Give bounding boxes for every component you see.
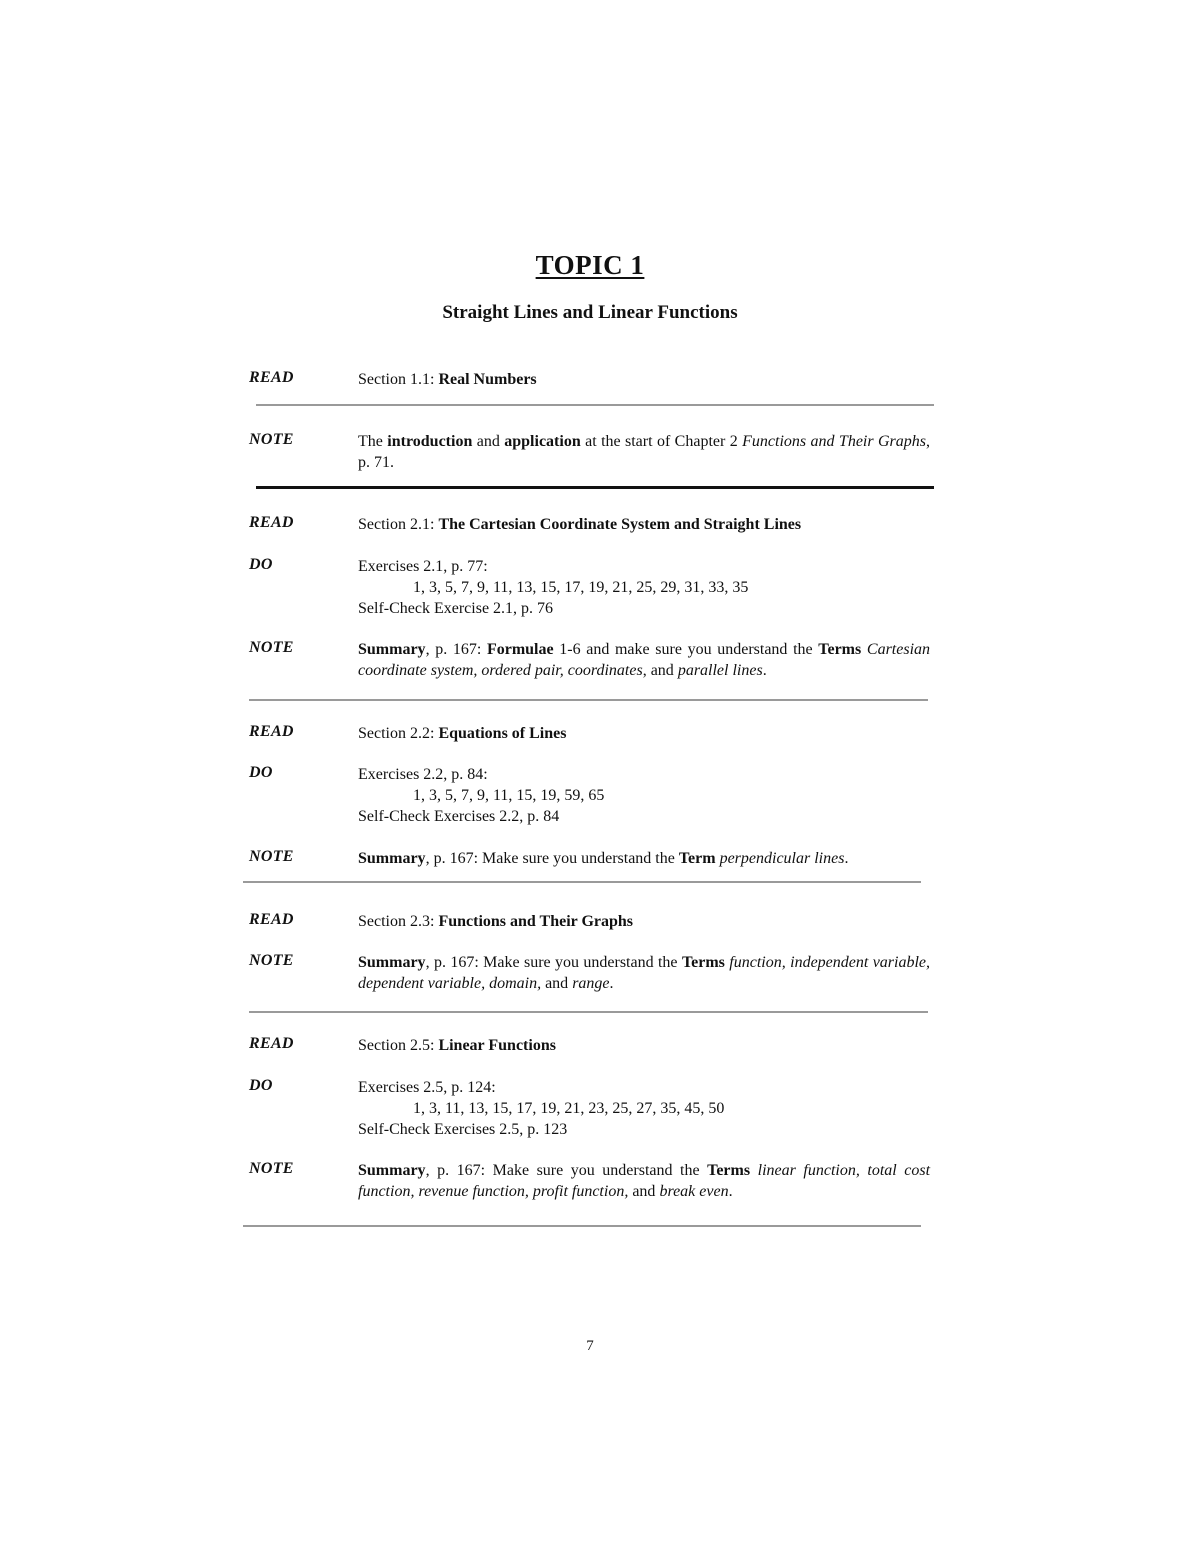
read-section-2-1: Section 2.1: The Cartesian Coordinate System and Straight Lines: [358, 516, 802, 533]
self-check: Self-Check Exercises 2.2, p. 84: [358, 808, 560, 825]
note-summary-2-2: Summary, p. 167: Make sure you understand the Term perpendicular lines.: [358, 850, 849, 867]
self-check: Self-Check Exercise 2.1, p. 76: [358, 600, 554, 617]
exercises-heading: Exercises 2.5, p. 124:: [358, 1079, 496, 1096]
read-section-2-2: Section 2.2: Equations of Lines: [358, 725, 567, 742]
page-title: TOPIC 1: [535, 250, 645, 280]
do-label: DO: [249, 556, 273, 573]
do-exercises-2-5: [358, 1077, 930, 1140]
note-summary-2-3: Summary, p. 167: Make sure you understand the Terms function, independent variable, dependent variable, domain, and range.: [358, 954, 931, 992]
exercise-list: 1, 3, 5, 7, 9, 11, 13, 15, 17, 19, 21, 25, 29, 31, 33, 35: [413, 579, 749, 596]
exercise-list: 1, 3, 11, 13, 15, 17, 19, 21, 23, 25, 27, 35, 45, 50: [413, 1100, 725, 1117]
divider: [243, 1225, 921, 1227]
do-exercises-2-2: [358, 764, 930, 827]
read-section-2-3: Section 2.3: Functions and Their Graphs: [358, 913, 634, 930]
exercise-list: 1, 3, 5, 7, 9, 11, 15, 19, 59, 65: [413, 787, 605, 804]
read-label: READ: [249, 514, 294, 531]
note-label: NOTE: [249, 639, 294, 656]
read-section-2-5: Section 2.5: Linear Functions: [358, 1037, 556, 1054]
divider: [249, 699, 928, 701]
divider-bold: [256, 486, 934, 489]
note-label: NOTE: [249, 848, 294, 865]
note-label: NOTE: [249, 1160, 294, 1177]
read-label: READ: [249, 723, 294, 740]
page-number: 7: [586, 1338, 594, 1354]
divider: [249, 1011, 928, 1013]
note-label: NOTE: [249, 431, 294, 448]
read-label: READ: [249, 911, 294, 928]
do-exercises-2-1: [358, 556, 930, 619]
do-label: DO: [249, 764, 273, 781]
note-summary-2-5: Summary, p. 167: Make sure you understand the Terms linear function, total cost function, revenue function, profit function, and break even.: [358, 1162, 931, 1200]
note-label: NOTE: [249, 952, 294, 969]
divider: [243, 881, 921, 883]
note-chapter-2-intro: The introduction and application at the start of Chapter 2 Functions and Their Graphs, p. 71.: [358, 433, 931, 471]
exercises-heading: Exercises 2.1, p. 77:: [358, 558, 488, 575]
exercises-heading: Exercises 2.2, p. 84:: [358, 766, 488, 783]
divider: [256, 404, 934, 406]
note-summary-2-1: Summary, p. 167: Formulae 1-6 and make sure you understand the Terms Cartesian coordinate system, ordered pair, coordinates, and parallel lines.: [358, 641, 931, 679]
read-label: READ: [249, 369, 294, 386]
do-label: DO: [249, 1077, 273, 1094]
read-section-1-1: Section 1.1: Real Numbers: [358, 371, 537, 388]
self-check: Self-Check Exercises 2.5, p. 123: [358, 1121, 568, 1138]
page-subtitle: Straight Lines and Linear Functions: [442, 302, 738, 323]
read-label: READ: [249, 1035, 294, 1052]
